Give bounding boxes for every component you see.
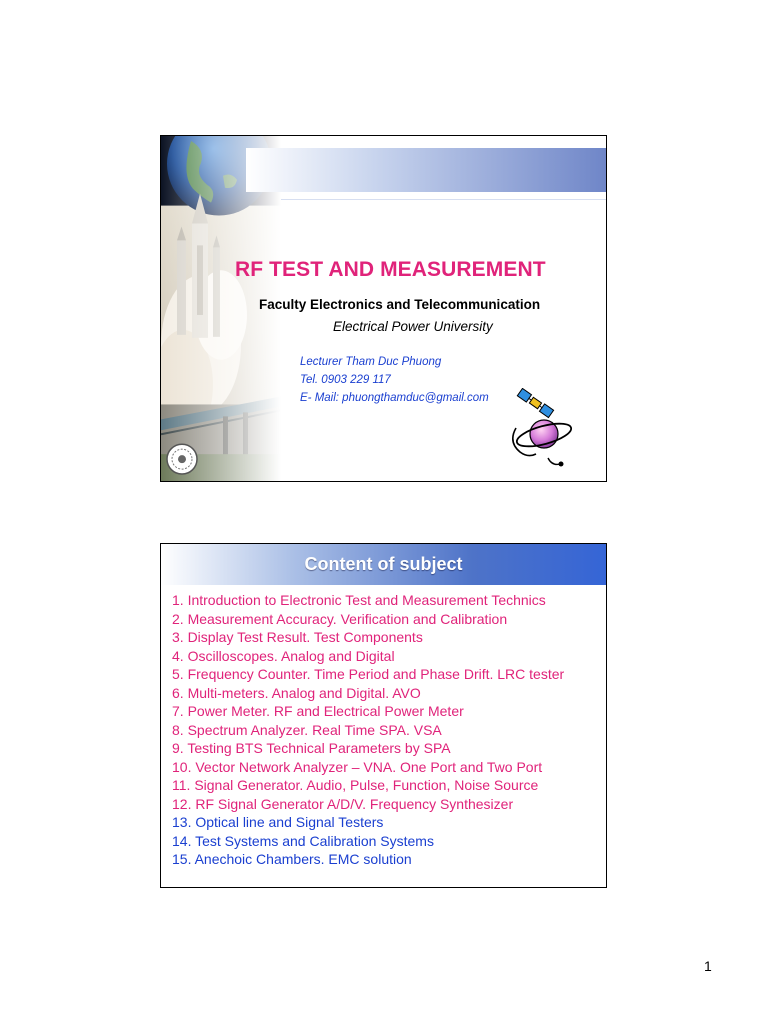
lecturer-name: Lecturer Tham Duc Phuong bbox=[300, 356, 442, 368]
page-number: 1 bbox=[704, 958, 712, 974]
topic-item: 13. Optical line and Signal Testers bbox=[172, 814, 384, 830]
topic-item: 14. Test Systems and Calibration Systems bbox=[172, 832, 434, 849]
topic-item: 1. Introduction to Electronic Test and Measurement Technics bbox=[172, 592, 546, 608]
content-header bbox=[161, 544, 606, 585]
university-name: Electrical Power University bbox=[333, 319, 493, 334]
title-banner bbox=[246, 148, 606, 192]
topic-item: 5. Frequency Counter. Time Period and Phase Drift. LRC tester bbox=[172, 666, 565, 682]
topic-item: 4. Oscilloscopes. Analog and Digital bbox=[172, 647, 395, 664]
title-slide bbox=[160, 135, 607, 482]
topic-item: 3. Display Test Result. Test Components bbox=[172, 629, 423, 645]
university-logo-icon bbox=[167, 444, 197, 474]
banner-divider bbox=[281, 199, 606, 200]
contact-info bbox=[300, 353, 489, 407]
email-address: E- Mail: phuongthamduc@gmail.com bbox=[300, 392, 489, 404]
topic-item: 10. Vector Network Analyzer – VNA. One Port and Two Port bbox=[172, 758, 543, 775]
topic-item: 6. Multi-meters. Analog and Digital. AVO bbox=[172, 684, 421, 701]
content-slide bbox=[160, 543, 607, 888]
topic-item: 9. Testing BTS Technical Parameters by SPA bbox=[172, 740, 451, 756]
topic-list bbox=[172, 591, 564, 869]
telephone: Tel. 0903 229 117 bbox=[300, 374, 391, 386]
topic-item: 8. Spectrum Analyzer. Real Time SPA. VSA bbox=[172, 721, 442, 738]
content-heading: Content of subject bbox=[304, 554, 463, 574]
satellite-planet-icon bbox=[506, 388, 578, 468]
topic-item: 2. Measurement Accuracy. Verification and Calibration bbox=[172, 610, 508, 627]
topic-item: 15. Anechoic Chambers. EMC solution bbox=[172, 851, 412, 867]
slide-title: RF TEST AND MEASUREMENT bbox=[235, 258, 546, 281]
topic-item: 12. RF Signal Generator A/D/V. Frequency Synthesizer bbox=[172, 795, 514, 812]
faculty-name: Faculty Electronics and Telecommunication bbox=[259, 297, 541, 312]
topic-item: 7. Power Meter. RF and Electrical Power Meter bbox=[172, 703, 464, 719]
topic-item: 11. Signal Generator. Audio, Pulse, Function, Noise Source bbox=[172, 777, 539, 793]
